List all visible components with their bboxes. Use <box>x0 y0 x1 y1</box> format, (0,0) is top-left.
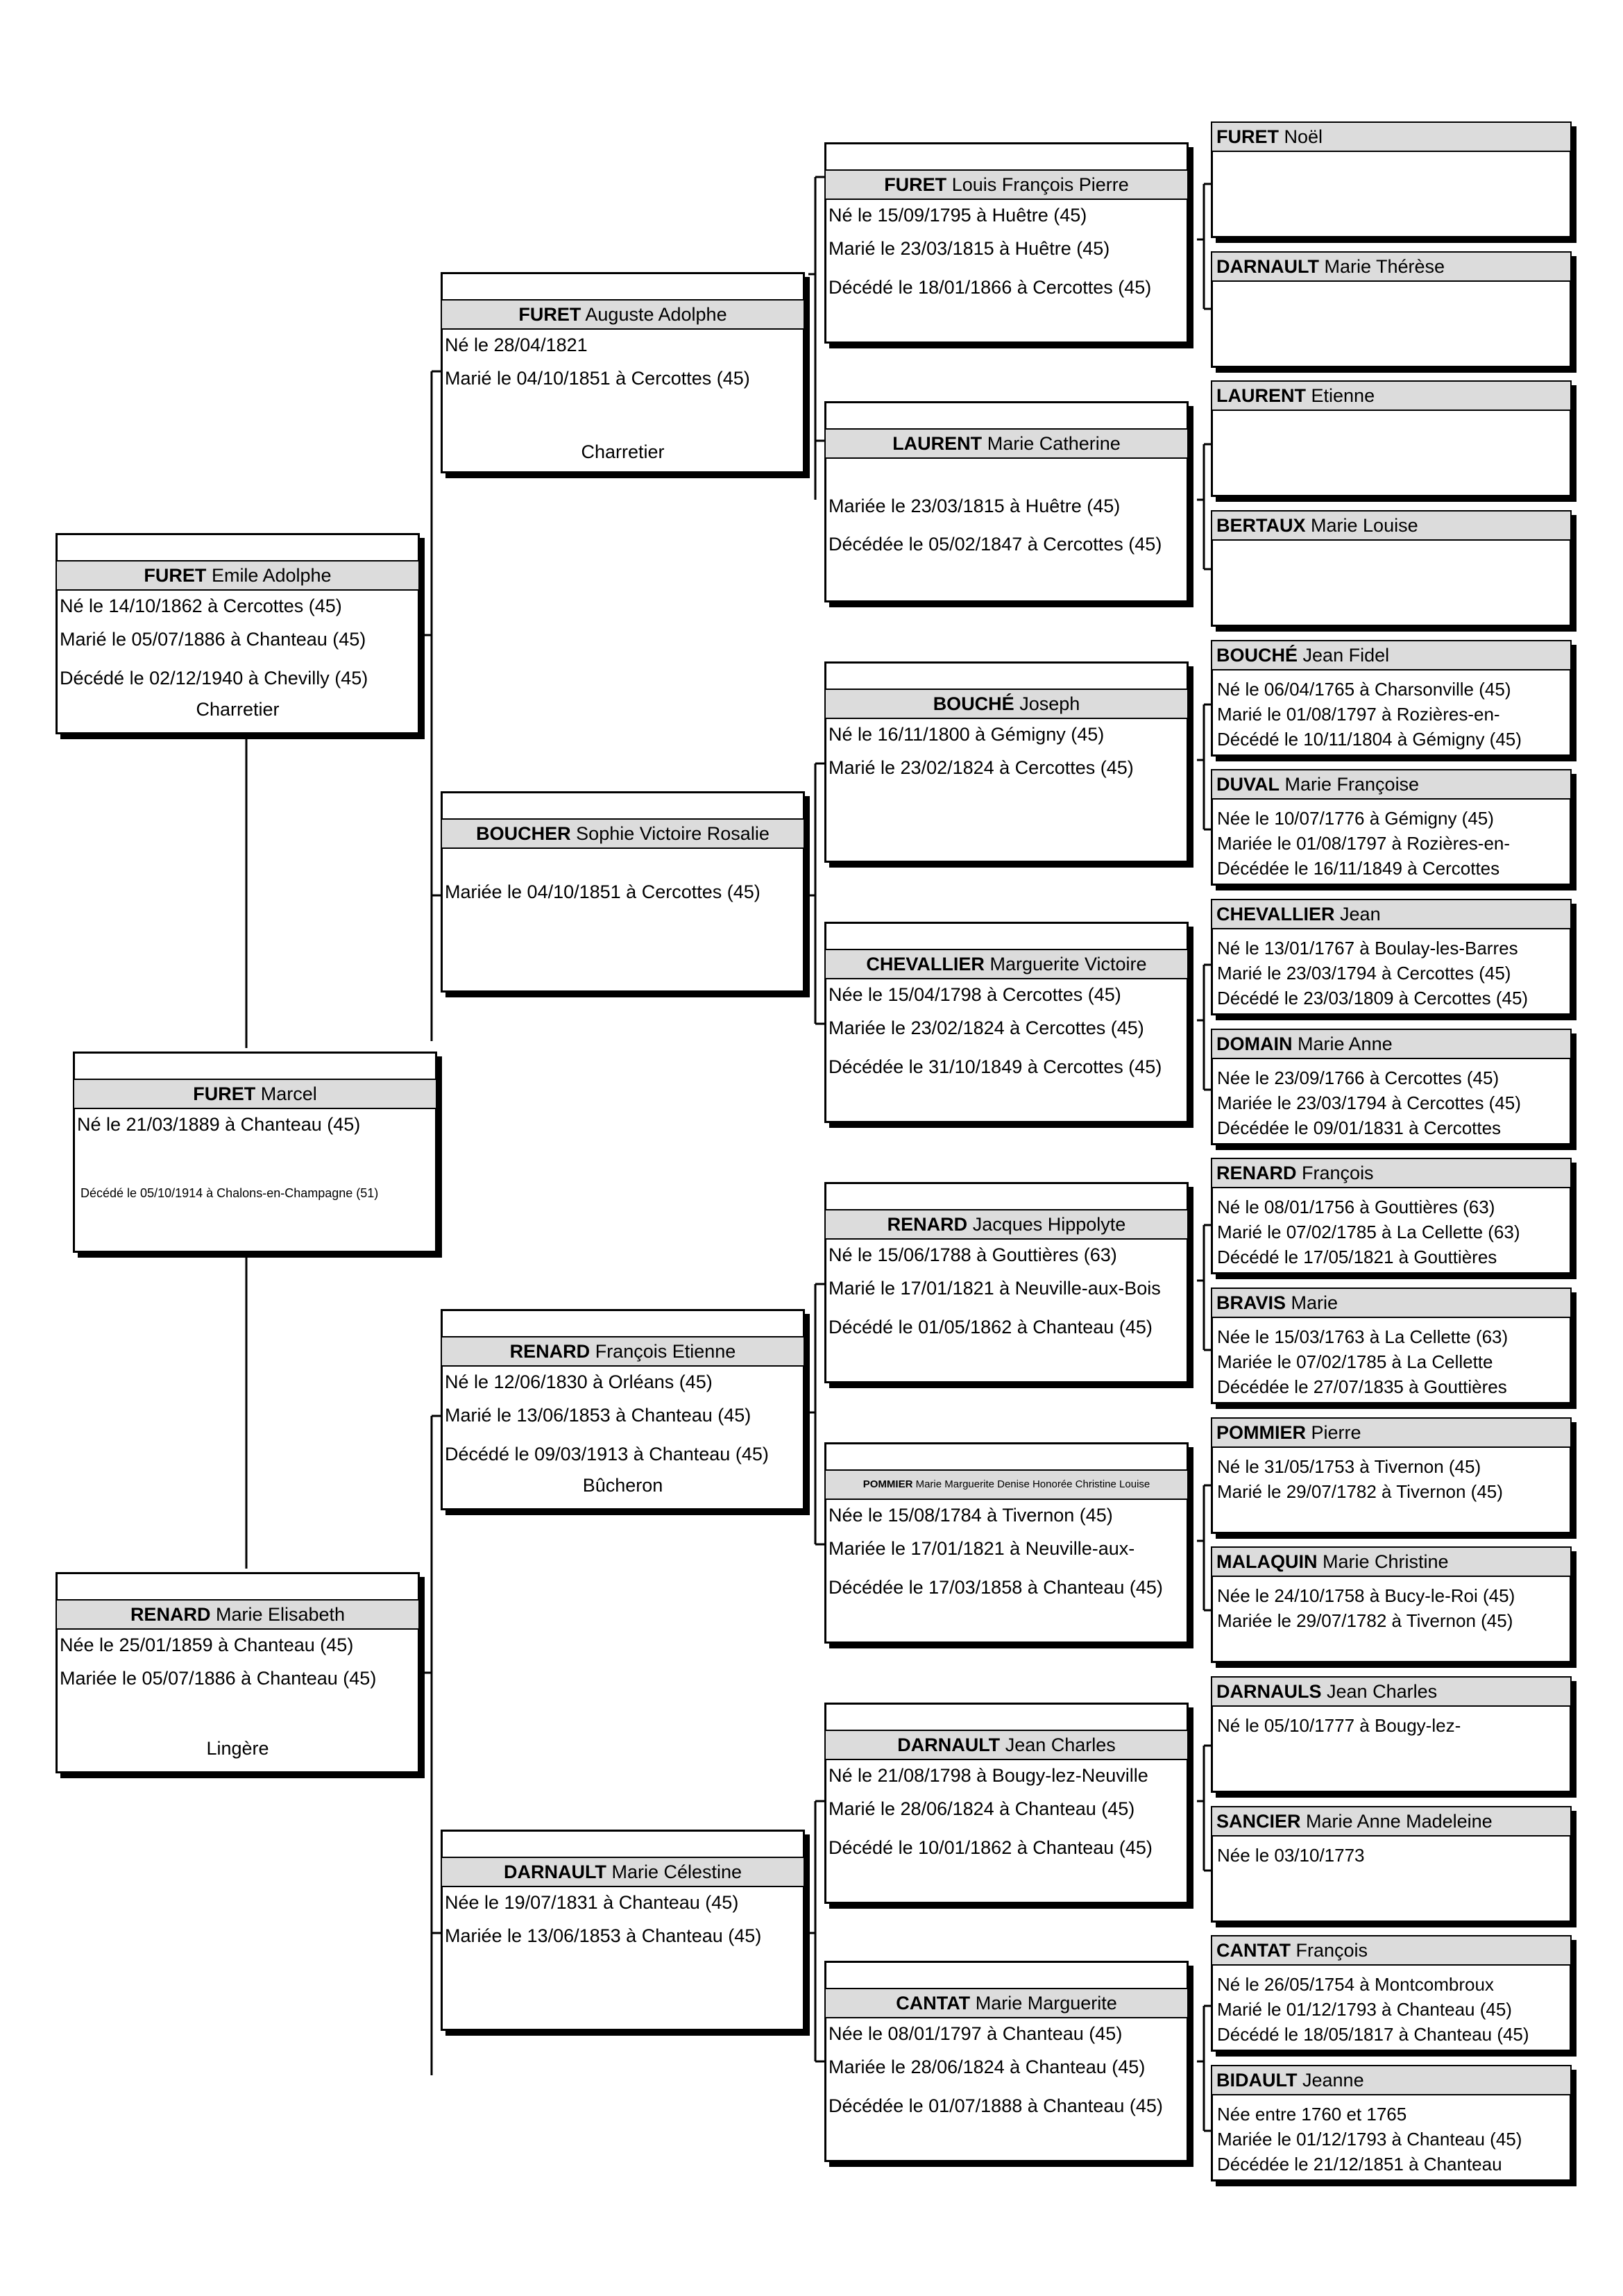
event-line: Né le 26/05/1754 à Montcombroux <box>1217 1974 1494 1995</box>
event-line: Née le 15/04/1798 à Cercottes (45) <box>829 984 1121 1005</box>
name-bar <box>824 689 1189 719</box>
person-card-gen5[interactable] <box>1211 1417 1572 1534</box>
person-card-gen5[interactable] <box>1211 121 1572 238</box>
event-line: Née le 15/03/1763 à La Cellette (63) <box>1217 1326 1509 1347</box>
surname: LAURENT <box>892 433 983 454</box>
given-names: Marie Catherine <box>987 433 1121 454</box>
connector-line <box>1197 184 1211 309</box>
event-line: Mariée le 17/01/1821 à Neuville-aux- <box>829 1538 1135 1559</box>
name-bar <box>1211 1029 1572 1059</box>
name-bar <box>824 1988 1189 2018</box>
connector-line <box>1197 1485 1211 1610</box>
name-bar <box>1211 640 1572 670</box>
event-line: Né le 15/06/1788 à Gouttières (63) <box>829 1244 1117 1265</box>
connector-line <box>423 1416 441 2075</box>
occupation: Charretier <box>196 699 280 720</box>
person-card-gen3[interactable] <box>441 1309 805 1510</box>
name-bar <box>1211 510 1572 541</box>
connector-line <box>423 371 441 1041</box>
given-names: Noël <box>1284 126 1323 147</box>
name-bar <box>441 818 805 849</box>
event-line: Décédé le 10/11/1804 à Gémigny (45) <box>1217 729 1522 750</box>
surname: CANTAT <box>1216 1940 1291 1961</box>
event-line: Né le 08/01/1756 à Gouttières (63) <box>1217 1197 1495 1217</box>
person-card-gen4[interactable] <box>824 1182 1189 1383</box>
given-names: Marie Louise <box>1311 515 1418 536</box>
event-line: Née le 23/09/1766 à Cercottes (45) <box>1217 1067 1499 1088</box>
name-bar <box>824 949 1189 979</box>
person-card-mother[interactable] <box>56 1572 420 1773</box>
person-card-gen5[interactable] <box>1211 1806 1572 1923</box>
event-line: Mariée le 13/06/1853 à Chanteau (45) <box>445 1925 762 1946</box>
surname: LAURENT <box>1216 385 1306 406</box>
event-line: Décédé le 02/12/1940 à Chevilly (45) <box>60 668 368 689</box>
surname: MALAQUIN <box>1216 1551 1318 1572</box>
event-line: Mariée le 04/10/1851 à Cercottes (45) <box>445 881 760 902</box>
surname: SANCIER <box>1216 1811 1301 1832</box>
event-line: Marié le 28/06/1824 à Chanteau (45) <box>829 1798 1135 1819</box>
surname: DARNAULT <box>503 1862 606 1882</box>
given-names: François Etienne <box>595 1341 736 1362</box>
occupation: Lingère <box>206 1738 269 1759</box>
name-bar <box>56 1599 420 1630</box>
surname: RENARD <box>1216 1163 1297 1183</box>
event-line: Née le 24/10/1758 à Bucy-le-Roi (45) <box>1217 1585 1515 1606</box>
surname: CHEVALLIER <box>1216 904 1335 925</box>
given-names: François <box>1295 1940 1368 1961</box>
person-card-gen4[interactable] <box>824 661 1189 863</box>
surname: BOUCHÉ <box>1216 645 1298 666</box>
surname: BRAVIS <box>1216 1292 1286 1313</box>
event-line: Marié le 01/08/1797 à Rozières-en- <box>1217 704 1500 725</box>
event-line: Mariée le 01/08/1797 à Rozières-en- <box>1217 833 1511 854</box>
given-names: Louis François Pierre <box>951 174 1129 195</box>
person-card-gen5[interactable] <box>1211 1546 1572 1663</box>
surname: CHEVALLIER <box>866 954 985 974</box>
surname: DARNAULT <box>1216 256 1319 277</box>
event-line: Décédé le 18/05/1817 à Chanteau (45) <box>1217 2024 1529 2045</box>
given-names: Marie Christine <box>1323 1551 1449 1572</box>
given-names: Auguste Adolphe <box>585 304 727 325</box>
surname: FURET <box>884 174 947 195</box>
given-names: Jean Fidel <box>1302 645 1390 666</box>
given-names: Jeanne <box>1302 2070 1364 2091</box>
given-names: Marie <box>1291 1292 1339 1313</box>
surname: CANTAT <box>896 1993 971 2014</box>
event-line: Né le 31/05/1753 à Tivernon (45) <box>1217 1456 1481 1477</box>
given-names: Emile Adolphe <box>211 565 332 586</box>
name-bar <box>1211 769 1572 800</box>
given-names: Marie Anne <box>1298 1033 1393 1054</box>
event-line: Née le 03/10/1773 <box>1217 1845 1365 1866</box>
connector-line <box>808 763 824 1024</box>
event-line: Décédée le 01/07/1888 à Chanteau (45) <box>829 2095 1163 2116</box>
event-line: Mariée le 05/07/1886 à Chanteau (45) <box>60 1668 377 1689</box>
given-names: Etienne <box>1311 385 1375 406</box>
event-line: Mariée le 23/03/1794 à Cercottes (45) <box>1217 1092 1521 1113</box>
surname: DARNAULT <box>897 1734 1001 1755</box>
event-line: Né le 05/10/1777 à Bougy-lez- <box>1217 1715 1461 1736</box>
surname: FURET <box>193 1083 256 1104</box>
event-line: Née le 08/01/1797 à Chanteau (45) <box>829 2023 1123 2044</box>
person-card-gen5[interactable] <box>1211 1158 1572 1274</box>
event-line: Décédé le 17/05/1821 à Gouttières <box>1217 1247 1497 1267</box>
given-names: Marie Elisabeth <box>215 1604 346 1625</box>
given-names: Marguerite Victoire <box>989 954 1147 974</box>
given-names: Sophie Victoire Rosalie <box>576 823 770 844</box>
connector-line <box>808 1284 824 1544</box>
surname: BIDAULT <box>1216 2070 1298 2091</box>
event-line: Marié le 13/06/1853 à Chanteau (45) <box>445 1405 751 1426</box>
surname: DUVAL <box>1216 774 1280 795</box>
name-bar <box>1211 251 1572 282</box>
name-bar <box>1211 1676 1572 1707</box>
name-bar <box>1211 1288 1572 1318</box>
event-line: Décédée le 16/11/1849 à Cercottes <box>1217 858 1500 879</box>
event-line: Né le 21/08/1798 à Bougy-lez-Neuville <box>829 1765 1148 1786</box>
event-line: Née le 19/07/1831 à Chanteau (45) <box>445 1892 739 1913</box>
person-card-gen5[interactable] <box>1211 251 1572 368</box>
event-line: Décédée le 05/02/1847 à Cercottes (45) <box>829 534 1162 555</box>
event-line: Mariée le 01/12/1793 à Chanteau (45) <box>1217 2129 1522 2150</box>
person-card-gen3[interactable] <box>441 1830 805 2031</box>
person-card-gen5[interactable] <box>1211 640 1572 757</box>
surname: FURET <box>144 565 207 586</box>
birth-line: Né le 21/03/1889 à Chanteau (45) <box>77 1114 361 1135</box>
person-card-gen5[interactable] <box>1211 899 1572 1015</box>
given-names: Joseph <box>1019 693 1080 714</box>
event-line: Décédée le 09/01/1831 à Cercottes <box>1217 1117 1502 1138</box>
event-line: Mariée le 23/02/1824 à Cercottes (45) <box>829 1018 1144 1038</box>
connector-line <box>1197 2006 1211 2131</box>
event-line: Né le 28/04/1821 <box>445 335 588 355</box>
event-line: Née le 10/07/1776 à Gémigny (45) <box>1217 808 1494 829</box>
event-line: Décédé le 23/03/1809 à Cercottes (45) <box>1217 988 1529 1008</box>
surname: BOUCHÉ <box>933 693 1014 714</box>
surname: RENARD <box>130 1604 211 1625</box>
person-card-gen3[interactable] <box>441 272 805 473</box>
event-line: Marié le 23/03/1794 à Cercottes (45) <box>1217 963 1511 984</box>
given-names: Marie Anne Madeleine <box>1306 1811 1493 1832</box>
event-line: Mariée le 23/03/1815 à Huêtre (45) <box>829 496 1121 516</box>
person-card-gen5[interactable] <box>1211 769 1572 886</box>
given-names: Marie Marguerite Denise Honorée Christine Louise <box>915 1478 1150 1490</box>
person-card-gen4[interactable] <box>824 142 1189 344</box>
event-line: Marié le 01/12/1793 à Chanteau (45) <box>1217 1999 1512 2020</box>
name-bar <box>824 169 1189 200</box>
given-names: François <box>1302 1163 1374 1183</box>
occupation: Charretier <box>581 441 665 462</box>
event-line: Né le 15/09/1795 à Huêtre (45) <box>829 205 1087 226</box>
given-names: Pierre <box>1311 1422 1361 1443</box>
event-line: Marié le 07/02/1785 à La Cellette (63) <box>1217 1222 1520 1242</box>
given-names: Marie Thérèse <box>1324 256 1445 277</box>
name-bar <box>1211 1546 1572 1577</box>
surname: POMMIER <box>863 1478 913 1490</box>
event-line: Née entre 1760 et 1765 <box>1217 2104 1407 2125</box>
event-line: Née le 25/01/1859 à Chanteau (45) <box>60 1635 354 1655</box>
event-line: Mariée le 29/07/1782 à Tivernon (45) <box>1217 1610 1513 1631</box>
event-line: Décédée le 21/12/1851 à Chanteau <box>1217 2154 1502 2175</box>
name-bar <box>1211 1158 1572 1188</box>
event-line: Décédée le 31/10/1849 à Cercottes (45) <box>829 1056 1162 1077</box>
name-bar <box>824 1730 1189 1760</box>
event-line: Marié le 05/07/1886 à Chanteau (45) <box>60 629 366 650</box>
name-bar <box>1211 1935 1572 1966</box>
given-names: Jean Charles <box>1005 1734 1116 1755</box>
name-bar <box>1211 1417 1572 1448</box>
surname: DOMAIN <box>1216 1033 1293 1054</box>
connector-line <box>1197 965 1211 1090</box>
event-line: Décédé le 10/01/1862 à Chanteau (45) <box>829 1837 1153 1858</box>
event-line: Né le 14/10/1862 à Cercottes (45) <box>60 596 342 616</box>
name-bar <box>441 1857 805 1887</box>
event-line: Née le 15/08/1784 à Tivernon (45) <box>829 1505 1113 1526</box>
person-card-gen4[interactable] <box>824 1961 1189 2162</box>
event-line: Décédé le 09/03/1913 à Chanteau (45) <box>445 1444 769 1464</box>
person-card-root[interactable] <box>73 1052 437 1253</box>
connector-line <box>1197 1746 1211 1871</box>
surname: DARNAULS <box>1216 1681 1322 1702</box>
event-line: Mariée le 28/06/1824 à Chanteau (45) <box>829 2057 1146 2077</box>
given-names: Jacques Hippolyte <box>972 1214 1126 1235</box>
person-card-gen5[interactable] <box>1211 1935 1572 2052</box>
event-line: Né le 06/04/1765 à Charsonville (45) <box>1217 679 1511 700</box>
person-card-gen5[interactable] <box>1211 1288 1572 1404</box>
given-names: Marcel <box>260 1083 317 1104</box>
surname: BERTAUX <box>1216 515 1306 536</box>
given-names: Marie Célestine <box>611 1862 742 1882</box>
surname: FURET <box>518 304 581 325</box>
connector-line <box>1197 444 1211 569</box>
event-line: Né le 16/11/1800 à Gémigny (45) <box>829 724 1105 745</box>
event-line: Marié le 17/01/1821 à Neuville-aux-Bois <box>829 1278 1161 1299</box>
person-card-gen4[interactable] <box>824 922 1189 1123</box>
person-card-gen4[interactable] <box>824 401 1189 602</box>
event-line: Marié le 29/07/1782 à Tivernon (45) <box>1217 1481 1503 1502</box>
event-line: Mariée le 07/02/1785 à La Cellette <box>1217 1351 1493 1372</box>
surname: RENARD <box>509 1341 590 1362</box>
event-line: Marié le 23/03/1815 à Huêtre (45) <box>829 238 1110 259</box>
connector-line <box>808 177 824 500</box>
event-line: Marié le 04/10/1851 à Cercottes (45) <box>445 368 750 389</box>
person-card-gen5[interactable] <box>1211 2065 1572 2181</box>
name-bar <box>824 1209 1189 1240</box>
name-bar <box>441 1336 805 1367</box>
name-bar <box>441 299 805 330</box>
event-line: Né le 13/01/1767 à Boulay-les-Barres <box>1217 938 1518 959</box>
connector-line <box>1197 1225 1211 1350</box>
person-card-father[interactable] <box>56 533 420 734</box>
name-bar <box>824 1469 1189 1500</box>
person-card-gen5[interactable] <box>1211 1676 1572 1793</box>
given-names: Jean <box>1340 904 1381 925</box>
event-line: Décédée le 17/03/1858 à Chanteau (45) <box>829 1577 1163 1598</box>
surname: POMMIER <box>1216 1422 1307 1443</box>
name-bar <box>56 560 420 591</box>
given-names: Jean Charles <box>1327 1681 1438 1702</box>
event-line: Décédé le 01/05/1862 à Chanteau (45) <box>829 1317 1153 1337</box>
event-line: Né le 12/06/1830 à Orléans (45) <box>445 1371 713 1392</box>
name-bar <box>1211 1806 1572 1837</box>
given-names: Marie Marguerite <box>975 1993 1117 2014</box>
name-bar <box>1211 899 1572 929</box>
event-line: Décédé le 18/01/1866 à Cercottes (45) <box>829 277 1152 298</box>
person-card-gen5[interactable] <box>1211 1029 1572 1145</box>
connector-line <box>808 1801 824 2061</box>
name-bar <box>1211 380 1572 411</box>
surname: RENARD <box>887 1214 968 1235</box>
event-line: Marié le 23/02/1824 à Cercottes (45) <box>829 757 1134 778</box>
connector-line <box>1197 704 1211 829</box>
person-card-gen5[interactable] <box>1211 510 1572 627</box>
person-card-gen4[interactable] <box>824 1703 1189 1904</box>
occupation: Bûcheron <box>582 1475 663 1496</box>
name-bar <box>824 428 1189 459</box>
person-card-gen5[interactable] <box>1211 380 1572 497</box>
name-bar <box>1211 2065 1572 2095</box>
surname: BOUCHER <box>476 823 571 844</box>
death-line: Décédé le 05/10/1914 à Chalons-en-Champagne (51) <box>80 1186 379 1200</box>
person-card-gen3[interactable] <box>441 791 805 993</box>
person-card-gen4[interactable] <box>824 1442 1189 1644</box>
name-bar <box>73 1079 437 1109</box>
event-line: Décédée le 27/07/1835 à Gouttières <box>1217 1376 1507 1397</box>
name-bar <box>1211 121 1572 152</box>
given-names: Marie Françoise <box>1284 774 1420 795</box>
surname: FURET <box>1216 126 1279 147</box>
